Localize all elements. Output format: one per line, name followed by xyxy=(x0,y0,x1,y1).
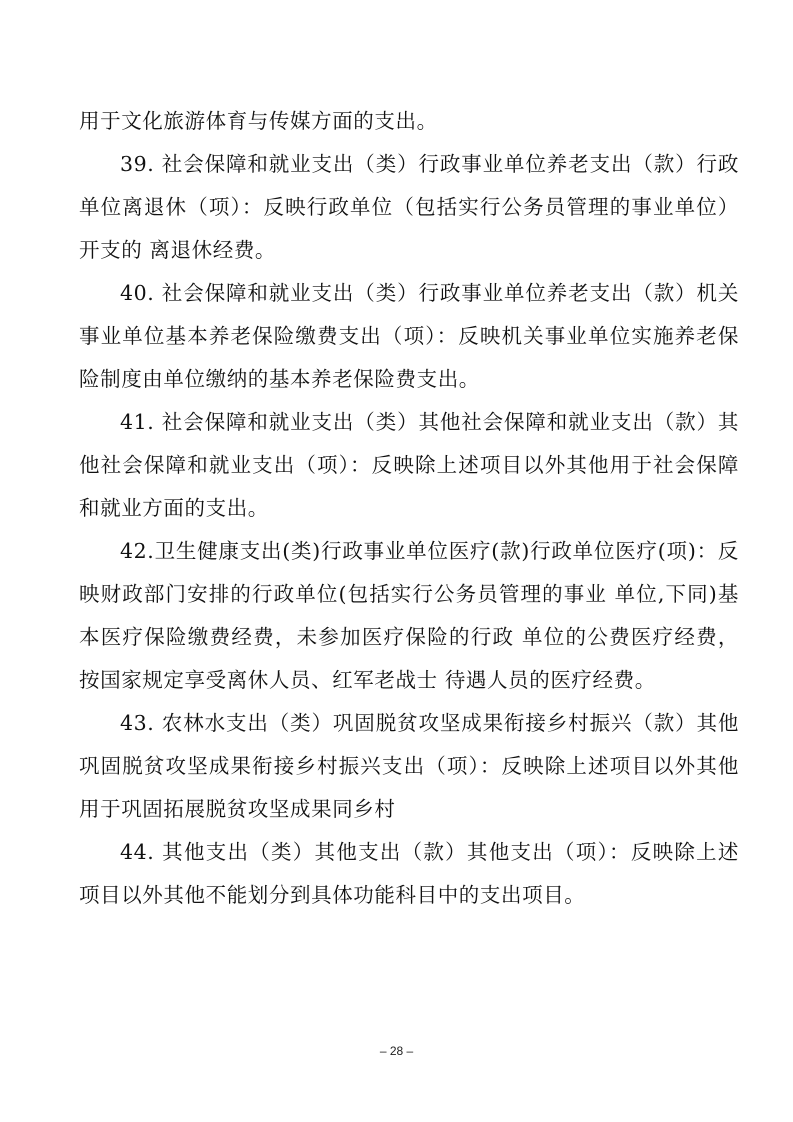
page-number: – 28 – xyxy=(379,1044,414,1058)
paragraph-item-43: 43. 农林水支出（类）巩固脱贫攻坚成果衔接乡村振兴（款）其他巩固脱贫攻坚成果衔接乡村振兴支出（项）：反映除上述项目以外其他用于巩固拓展脱贫攻坚成果同乡村 xyxy=(79,711,739,821)
paragraph-item-42: 42.卫生健康支出(类)行政事业单位医疗(款)行政单位医疗(项)：反映财政部门安排的行政单位(包括实行公务员管理的事业 单位,下同)基本医疗保险缴费经费，未参加医疗保险的行政 单位的公费医疗经费，按国家规定享受离休人员、红军老战士 待遇人员的医疗经费。 xyxy=(79,539,739,692)
paragraph-item-44: 44. 其他支出（类）其他支出（款）其他支出（项）：反映除上述项目以外其他不能划分到具体功能科目中的支出项目。 xyxy=(79,840,739,907)
paragraph-item-41: 41. 社会保障和就业支出（类）其他社会保障和就业支出（款）其他社会保障和就业支出（项）：反映除上述项目以外其他用于社会保障和就业方面的支出。 xyxy=(79,410,739,520)
paragraph-continuation: 用于文化旅游体育与传媒方面的支出。 xyxy=(79,109,438,133)
paragraph-item-39: 39. 社会保障和就业支出（类）行政事业单位养老支出（款）行政单位离退休（项）：反映行政单位（包括实行公务员管理的事业单位）开支的 离退休经费。 xyxy=(79,152,739,262)
paragraph-item-40: 40. 社会保障和就业支出（类）行政事业单位养老支出（款）机关事业单位基本养老保险缴费支出（项）：反映机关事业单位实施养老保险制度由单位缴纳的基本养老保险费支出。 xyxy=(79,281,739,391)
document-body xyxy=(79,100,739,917)
